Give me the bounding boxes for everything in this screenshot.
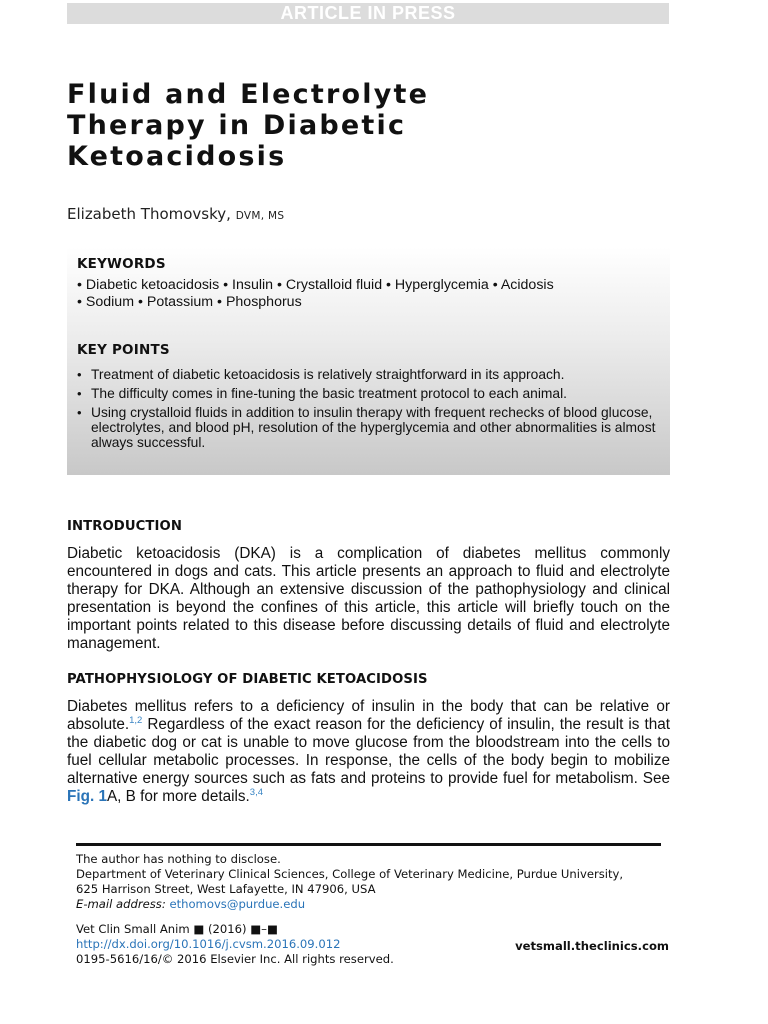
keywords-heading: KEYWORDS <box>77 256 166 272</box>
key-point-item <box>77 386 657 401</box>
key-points-list <box>77 367 657 454</box>
footnote-divider <box>76 843 661 846</box>
author-credentials: DVM, MS <box>235 210 285 222</box>
title-line-2: Therapy in Diabetic <box>67 110 407 141</box>
pathophysiology-text-b: Regardless of the exact reason for the deficiency of insulin, the result is that the diabetic dog or cat is unable to move glucose from the bloodstream into the cells to fuel cellular metabolic processes. In response, the cells of the body begin to mobilize alternative energy sources such as fats and proteins to provide fuel for metabolism. See <box>67 716 670 787</box>
key-point-text: Using crystalloid fluids in addition to insulin therapy with frequent rechecks of blood glucose, electrolytes, and blood pH, resolution of the hyperglycemia and other abnormalities is almost always successful. <box>91 405 656 450</box>
keywords-keypoints-box <box>67 247 670 475</box>
pathophysiology-text-c: A, B for more details. <box>106 788 250 805</box>
citation-link[interactable]: 1,2 <box>129 714 143 726</box>
key-point-item <box>77 405 657 450</box>
figure-reference-link[interactable]: Fig. 1 <box>67 788 107 805</box>
email-link[interactable]: ethomovs@purdue.edu <box>169 897 306 911</box>
email-label: E-mail address: <box>76 897 166 911</box>
copyright-line: 0195-5616/16/© 2016 Elsevier Inc. All rights reserved. <box>76 952 394 966</box>
affiliation-line: Department of Veterinary Clinical Sciences, College of Veterinary Medicine, Purdue University, <box>76 867 624 881</box>
key-point-text: The difficulty comes in fine-tuning the basic treatment protocol to each animal. <box>91 386 567 401</box>
pathophysiology-heading: PATHOPHYSIOLOGY OF DIABETIC KETOACIDOSIS <box>67 672 428 687</box>
key-point-item <box>77 367 657 382</box>
bullet-icon: • <box>77 367 82 382</box>
keywords-line-1: • Diabetic ketoacidosis • Insulin • Crystalloid fluid • Hyperglycemia • Acidosis <box>77 277 554 293</box>
introduction-heading: INTRODUCTION <box>67 519 182 534</box>
bullet-icon: • <box>77 405 82 420</box>
title-line-1: Fluid and Electrolyte <box>67 79 430 110</box>
disclosure-note: The author has nothing to disclose. <box>76 852 281 866</box>
doi-link[interactable]: http://dx.doi.org/10.1016/j.cvsm.2016.09.012 <box>76 937 341 951</box>
email-line <box>76 897 305 912</box>
key-point-text: Treatment of diabetic ketoacidosis is relatively straightforward in its approach. <box>91 367 565 382</box>
introduction-paragraph: Diabetic ketoacidosis (DKA) is a complication of diabetes mellitus commonly encountered in dogs and cats. This article presents an approach to fluid and electrolyte therapy for DKA. Although an extensive discussion of the pathophysiology and clinical presentation is beyond the confines of this article, this article will briefly touch on the important points related to this disease before discussing details of fluid and electrolyte management. <box>67 545 670 652</box>
article-in-press-banner: ARTICLE IN PRESS <box>67 3 669 24</box>
journal-website: vetsmall.theclinics.com <box>515 939 669 953</box>
journal-citation: Vet Clin Small Anim ■ (2016) ■–■ <box>76 922 278 936</box>
key-points-heading: KEY POINTS <box>77 342 170 358</box>
author-name: Elizabeth Thomovsky, <box>67 205 231 223</box>
pathophysiology-paragraph <box>67 698 670 806</box>
citation-link[interactable]: 3,4 <box>249 786 263 798</box>
address-line: 625 Harrison Street, West Lafayette, IN 47906, USA <box>76 882 376 896</box>
keywords-line-2: • Sodium • Potassium • Phosphorus <box>77 294 302 310</box>
bullet-icon: • <box>77 386 82 401</box>
author-line <box>67 205 284 223</box>
pathophysiology-text-a: Diabetes mellitus refers to a deficiency of insulin in the body that can be relative or absolute. <box>67 698 670 733</box>
article-title <box>67 79 587 172</box>
title-line-3: Ketoacidosis <box>67 141 287 172</box>
